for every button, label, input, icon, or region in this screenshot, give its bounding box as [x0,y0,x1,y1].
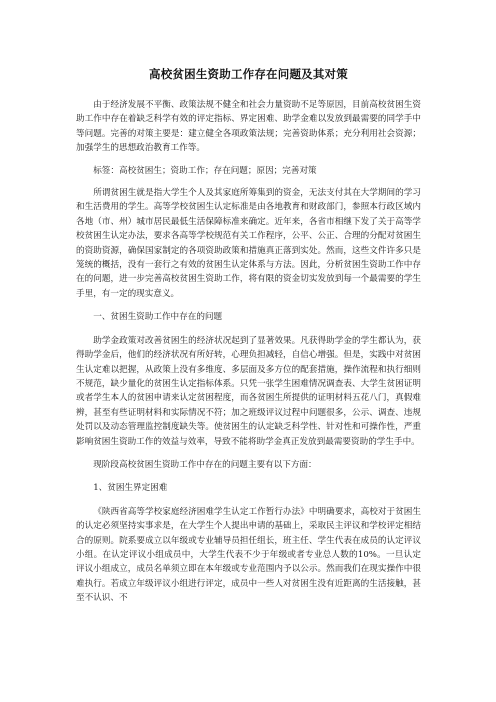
document-body [76,66,421,606]
section-1-heading: 一、贫困生资助工作中存在的问题 [93,312,223,323]
subsection-1-heading: 1、贫困生界定困难 [93,483,168,494]
subsection-1-paragraph: 《陕西省高等学校家庭经济困难学生认定工作暂行办法》中明确要求，高校对于贫困生的认定必须坚持实事求是，在大学生个人提出申请的基础上，采取民主评议和学校评定相结合的原则。院系要成立以年级或专业辅导员担任组长，班主任、学生代表在成员的认定评议小组。在认定评议小组成员中，大学生代表不少于年级或者专业总人数的10%。一旦认定评议小组成立，成员名单须立即在本年级或专业范围内予以公示。然而我们在现实操作中很难执行。若成立年级评议小组进行评定，成员中一些人对贫困生没有近距离的生活接触，甚至不认识、不 [76,506,421,604]
problems-intro-line: 现阶段高校贫困生资助工作中存在的问题主要有以下方面： [93,459,317,470]
section-1-paragraph: 助学金政策对改善贫困生的经济状况起到了显著效果。凡获得助学金的学生都认为，获得助学金后，他们的经济状况有所好转，心理负担减轻，自信心增强。但是，实践中对贫困生认定难以把握，从政策上没有多维度、多层面及多方位的配套措施，操作流程和执行细则不规范，缺少量化的贫困生认定指标体系。只凭一张学生困难情况调查表、大学生贫困证明或者学生本人的贫困申请来认定贫困程度，而各贫困生所提供的证明材料五花八门，真假难辨，甚至有些证明材料和实际情况不符；加之班级评议过程中问题很多，公示、调查、违规处罚以及动态管理监控制度缺失等。使贫困生的认定缺乏科学性、针对性和可操作性，严重影响贫困生资助工作的效益与效率，导致不能将助学金真正发放到最需要资助的学生手中。 [76,335,421,447]
keywords-line: 标签：高校贫困生；资助工作；存在问题；原因；完善对策 [93,165,317,176]
document-title: 高校贫困生资助工作存在问题及其对策 [149,67,348,81]
abstract-paragraph: 由于经济发展不平衡、政策法规不健全和社会力量资助不足等原因，目前高校贫困生资助工作中存在着缺乏科学有效的评定指标、界定困难、助学金难以发放到最需要的同学手中等问题。完善的对策主要是：建立健全各项政策法规；完善资助体系；充分利用社会资源；加强学生的思想政治教育工作等。 [76,100,421,154]
intro-paragraph: 所谓贫困生就是指大学生个人及其家庭所筹集到的资金，无法支付其在大学期间的学习和生活费用的学生。高等学校贫困生认定标准是由各地教育和财政部门，参照本行政区域内各地（市、州）城市居民最低生活保障标准来确定。近年来，各省市相继下发了关于高等学校贫困生认定办法，要求各高等学校规范有关工作程序，公平、公正、合理的分配对贫困生的资助资源，确保国家制定的各项资助政策和措施真正落到实处。然而，这些文件许多只是笼统的概括，没有一套行之有效的贫困生认定体系与方法。因此，分析贫困生资助工作中存在的问题，进一步完善高校贫困生资助工作，将有限的资金切实发放到每一个最需要的学生手里，有一定的现实意义。 [76,188,421,299]
